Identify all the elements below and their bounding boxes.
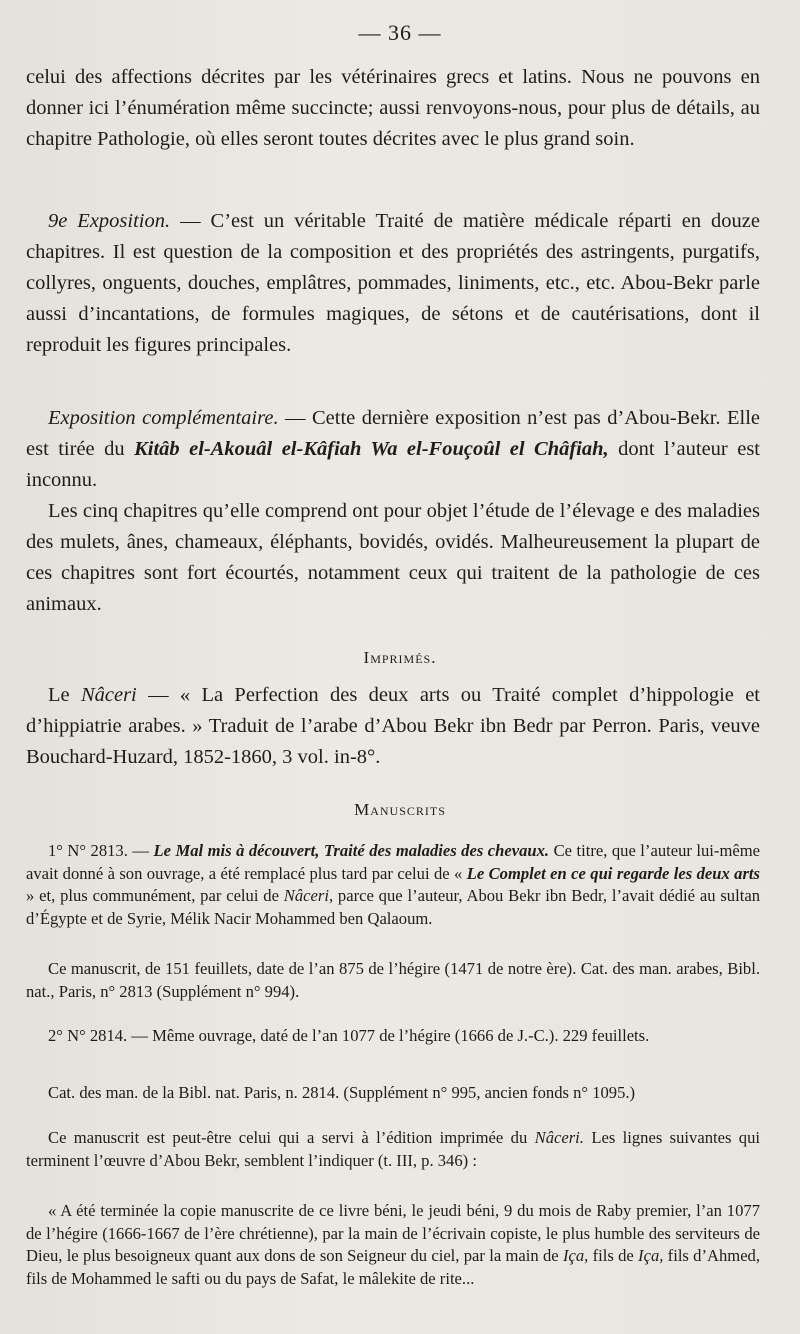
naceri-title: Nâceri: [80, 684, 137, 706]
colophon-quote: [26, 1200, 760, 1290]
colophon-text2: fils de: [588, 1246, 639, 1265]
manuscript-2814-note: [26, 1127, 760, 1172]
manuscript-2814-note-text: Ce manuscrit est peut-être celui qui a servi à l’édition imprimée du: [48, 1128, 535, 1147]
manuscript-2814-note-text2: Les lignes suivantes qui terminent l’œuvre d’Abou Bekr, semblent l’indiquer (t. III, p. 346) :: [26, 1128, 760, 1170]
naceri-lead: Le: [48, 684, 81, 706]
heading-manuscrits: Manuscrits: [354, 800, 446, 819]
exposition-9-lead: 9e Exposition.: [48, 210, 171, 232]
manuscript-2813-title3: Nâceri,: [283, 886, 334, 905]
manuscript-2813-title2: Le Complet en ce qui regarde les deux arts: [466, 863, 760, 883]
heading-imprimes: Imprimés.: [363, 648, 437, 667]
naceri-text: — « La Perfection des deux arts ou Traité complet d’hippologie et d’hippiatrie arabes. » Traduit de l’arabe d’Abou Bekr ibn Bedr par Perron. Paris, veuve Bouchard-Huzard, 1852-1860, 3 vol. in-8°.: [26, 684, 760, 768]
exposition-9-text: — C’est un véritable Traité de matière médicale réparti en douze chapitres. Il est question de la composition et des propriétés des astringents, purgatifs, collyres, onguents, douches, emplâtres, pommades, liniments, etc., etc. Abou-Bekr parle aussi d’incantations, de formules magiques, de sétons et de cautérisations, dont il reproduit les figures principales.: [26, 210, 760, 356]
manuscript-2813: [26, 840, 760, 930]
manuscript-2814: 2° N° 2814. — Même ouvrage, daté de l’an 1077 de l’hégire (1666 de J.-C.). 229 feuillets.: [48, 1026, 650, 1045]
kitab-title: Kitâb el-Akouâl el-Kâfiah Wa el-Fouçoûl el Châfiah,: [134, 438, 609, 460]
manuscript-2813-details: Ce manuscrit, de 151 feuillets, date de l’an 875 de l’hégire (1471 de notre ère). Cat. des man. arabes, Bibl. nat., Paris, n° 2813 (Supplément n° 994).: [26, 959, 760, 1001]
manuscript-2813-text2: » et, plus communément, par celui de: [26, 886, 284, 905]
colophon-text3: fils d’Ahmed, fils de Mohammed le safti ou du pays de Safat, le mâlekite de rite...: [26, 1246, 761, 1288]
manuscript-2813-text3: parce que l’auteur, Abou Bekr ibn Bedr, l’avait dédié au sultan d’Égypte et de Syrie, Mélik Nacir Mohammed ben Qalaoum.: [26, 886, 760, 928]
exposition-complementaire-text: — Cette dernière exposition n’est pas d’Abou-Bekr. Elle est tirée du: [26, 407, 760, 460]
colophon-name1: Iça,: [562, 1246, 589, 1265]
exposition-complementaire-end: dont l’auteur est inconnu.: [26, 438, 760, 491]
manuscript-2814-catalogue: Cat. des man. de la Bibl. nat. Paris, n. 2814. (Supplément n° 995, ancien fonds n° 1095.): [48, 1083, 636, 1102]
paragraph-cinq-chapitres: Les cinq chapitres qu’elle comprend ont pour objet l’étude de l’élevage e des maladies des mulets, ânes, chameaux, éléphants, bovidés, ovidés. Malheureusement la plupart de ces chapitres sont fort écourtés, notamment ceux qui traitent de la pathologie de ces animaux.: [26, 500, 760, 615]
exposition-complementaire-lead: Exposition complémentaire.: [48, 407, 279, 429]
manuscript-2813-text: Ce titre, que l’auteur lui-même avait donné à son ouvrage, a été remplacé plus tard par celui de «: [26, 841, 760, 883]
manuscript-2814-note-title: Nâceri.: [534, 1128, 584, 1147]
page-number: — 36 —: [358, 20, 442, 45]
paragraph-exposition-complementaire: [26, 403, 760, 496]
manuscript-2813-title: Le Mal mis à découvert, Traité des maladies des chevaux.: [153, 841, 550, 860]
paragraph-naceri-imprime: [26, 680, 760, 773]
manuscript-2813-number: 1° N° 2813. —: [48, 841, 154, 860]
paragraph-exposition-9: [26, 206, 760, 361]
colophon-text1: « A été terminée la copie manuscrite de ce livre béni, le jeudi béni, 9 du mois de Raby premier, l’an 1077 de l’hégire (1666-1667 de l’ère chrétienne), par la main de l’écrivain copiste, le plus humble des serviteurs de Dieu, le plus besoigneux quant aux dons de son Seigneur du ciel, par la main de: [26, 1201, 760, 1265]
colophon-name2: Iça,: [638, 1246, 664, 1265]
paragraph-pathologie: celui des affections décrites par les vétérinaires grecs et latins. Nous ne pouvons en donner ici l’énumération même succincte; aussi renvoyons-nous, pour plus de détails, au chapitre Pathologie, où elles seront toutes décrites avec le plus grand soin.: [26, 66, 760, 150]
